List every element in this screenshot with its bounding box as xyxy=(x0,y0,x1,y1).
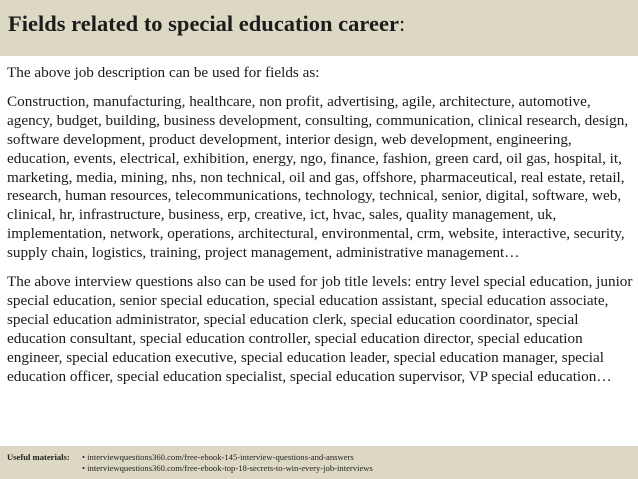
footer-row-1 xyxy=(7,452,638,463)
title-bar xyxy=(0,0,638,56)
slide-title xyxy=(8,10,638,38)
footer-bar xyxy=(0,446,638,479)
footer-label: Useful materials: xyxy=(7,452,70,462)
slide-title-colon: : xyxy=(398,11,406,36)
slide-title-text: Fields related to special education career xyxy=(8,11,399,36)
fields-paragraph: Construction, manufacturing, healthcare, non profit, advertising, agile, architecture, automotive, agency, budget, building, business development, consulting, communication, clinical research, design, software development, product development, interior design, web development, engineering, education, events, electrical, exhibition, energy, ngo, finance, fashion, green card, oil gas, hospital, it, marketing, media, mining, nhs, non technical, oil and gas, offshore, pharmaceutical, real estate, retail, research, human resources, telecommunications, technology, technical, senior, digital, software, web, clinical, hr, infrastructure, business, erp, creative, ict, hvac, sales, quality management, uk, implementation, network, operations, architectural, environmental, crm, website, interactive, security, supply chain, logistics, training, project management, administrative management… xyxy=(7,92,629,262)
footer-link-ebook-top-18[interactable]: • interviewquestions360.com/free-ebook-top-18-secrets-to-win-every-job-interviews xyxy=(82,463,373,473)
footer-link-ebook-145[interactable]: • interviewquestions360.com/free-ebook-145-interview-questions-and-answers xyxy=(82,452,354,462)
footer-row-2 xyxy=(7,463,638,474)
slide-content xyxy=(7,64,633,387)
job-levels-paragraph: The above interview questions also can be used for job title levels: entry level special education, junior special education, senior special education, special education assistant, special education associate, special education administrator, special education clerk, special education coordinator, special education consultant, special education controller, special education director, special education engineer, special education executive, special education leader, special education manager, special education officer, special education specialist, special education supervisor, VP special education… xyxy=(7,273,633,385)
intro-text: The above job description can be used for fields as: xyxy=(7,64,320,81)
